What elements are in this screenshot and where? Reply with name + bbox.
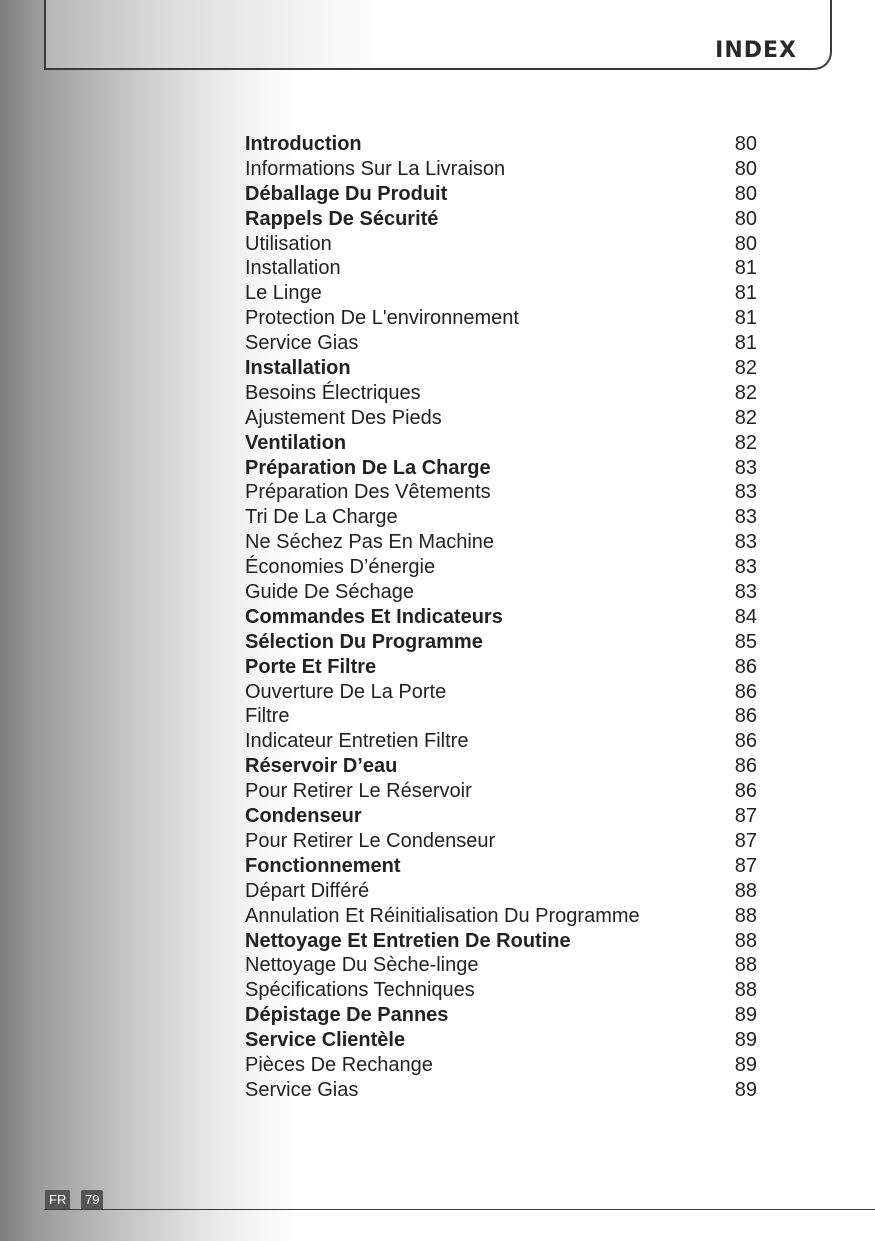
toc-entry[interactable]	[245, 904, 760, 929]
toc-entry-page: 83	[734, 456, 757, 479]
toc-entry-page: 89	[734, 1078, 757, 1101]
toc-entry[interactable]	[245, 281, 760, 306]
toc-entry-title: Porte Et Filtre	[245, 655, 377, 678]
toc-entry-title: Pièces De Rechange	[245, 1053, 433, 1076]
toc-entry-page: 86	[734, 655, 757, 678]
toc-entry[interactable]	[245, 530, 760, 555]
toc-entry-title: Spécifications Techniques	[245, 979, 475, 1002]
toc-entry-title: Indicateur Entretien Filtre	[245, 730, 469, 753]
toc-entry-page: 81	[734, 332, 757, 355]
toc-entry[interactable]	[245, 605, 760, 630]
toc-entry-page: 82	[734, 431, 757, 454]
toc-entry-page: 89	[734, 1053, 757, 1076]
toc-entry-page: 89	[734, 1004, 757, 1027]
toc-entry[interactable]	[245, 879, 760, 904]
toc-entry[interactable]	[245, 779, 760, 804]
table-of-contents	[245, 132, 760, 1103]
toc-entry-page: 88	[734, 879, 757, 902]
toc-entry[interactable]	[245, 182, 760, 207]
toc-entry-title: Préparation De La Charge	[245, 456, 491, 479]
footer-rule	[44, 1209, 875, 1210]
toc-entry-page: 84	[734, 605, 757, 628]
toc-entry[interactable]	[245, 929, 760, 954]
toc-entry-title: Introduction	[245, 133, 362, 155]
toc-entry[interactable]	[245, 406, 760, 431]
toc-entry[interactable]	[245, 157, 760, 182]
toc-entry[interactable]	[245, 953, 760, 978]
toc-entry-title: Ajustement Des Pieds	[245, 406, 442, 429]
toc-entry[interactable]	[245, 804, 760, 829]
toc-entry[interactable]	[245, 331, 760, 356]
toc-entry-title: Dépistage De Pannes	[245, 1004, 449, 1027]
toc-entry[interactable]	[245, 306, 760, 331]
toc-entry-title: Déballage Du Produit	[245, 182, 448, 205]
toc-entry[interactable]	[245, 1053, 760, 1078]
toc-entry-page: 83	[734, 581, 757, 604]
toc-entry-page: 82	[734, 357, 757, 380]
toc-entry-title: Économies D’énergie	[245, 556, 436, 579]
toc-entry[interactable]	[245, 1003, 760, 1028]
toc-entry-title: Commandes Et Indicateurs	[245, 605, 503, 628]
toc-entry-title: Pour Retirer Le Réservoir	[245, 780, 472, 803]
toc-entry-page: 82	[734, 381, 757, 404]
toc-entry[interactable]	[245, 480, 760, 505]
toc-entry[interactable]	[245, 854, 760, 879]
toc-entry-page: 81	[734, 307, 757, 330]
toc-entry[interactable]	[245, 704, 760, 729]
toc-entry[interactable]	[245, 356, 760, 381]
toc-entry-title: Service Gias	[245, 332, 359, 355]
toc-entry-page: 83	[734, 481, 757, 504]
toc-entry-title: Sélection Du Programme	[245, 630, 483, 653]
toc-entry[interactable]	[245, 754, 760, 779]
toc-entry-title: Ventilation	[245, 431, 347, 454]
toc-entry-page: 81	[734, 282, 757, 305]
toc-entry-title: Nettoyage Du Sèche-linge	[245, 954, 479, 977]
toc-entry[interactable]	[245, 456, 760, 481]
toc-entry-title: Rappels De Sécurité	[245, 207, 439, 230]
toc-entry-page: 82	[734, 406, 757, 429]
toc-entry-page: 89	[734, 1029, 757, 1052]
language-badge: FR	[45, 1190, 70, 1209]
toc-entry-title: Préparation Des Vêtements	[245, 481, 491, 504]
toc-entry-page: 86	[734, 755, 757, 778]
toc-entry[interactable]	[245, 1028, 760, 1053]
toc-entry-title: Protection De L'environnement	[245, 307, 519, 330]
toc-entry-page: 80	[734, 207, 757, 230]
toc-entry-page: 80	[734, 157, 757, 180]
toc-entry[interactable]	[245, 729, 760, 754]
toc-entry-page: 83	[734, 506, 757, 529]
toc-entry[interactable]	[245, 580, 760, 605]
toc-entry-title: Réservoir D’eau	[245, 755, 398, 778]
toc-entry-title: Pour Retirer Le Condenseur	[245, 829, 496, 852]
toc-entry-title: Fonctionnement	[245, 854, 401, 877]
toc-entry-page: 86	[734, 705, 757, 728]
toc-entry[interactable]	[245, 978, 760, 1003]
toc-entry-title: Condenseur	[245, 805, 362, 828]
toc-entry-page: 86	[734, 680, 757, 703]
toc-entry[interactable]	[245, 256, 760, 281]
toc-entry[interactable]	[245, 207, 760, 232]
page-number-badge: 79	[81, 1190, 103, 1209]
toc-entry-page: 80	[734, 182, 757, 205]
toc-entry-page: 81	[734, 257, 757, 280]
header-frame	[44, 0, 832, 70]
toc-entry-page: 85	[734, 630, 757, 653]
page-title: INDEX	[715, 38, 797, 63]
toc-entry[interactable]	[245, 505, 760, 530]
toc-entry-page: 80	[734, 232, 757, 255]
toc-entry-page: 88	[734, 979, 757, 1002]
toc-entry-title: Installation	[245, 357, 351, 380]
toc-entry[interactable]	[245, 232, 760, 257]
toc-entry-page: 88	[734, 954, 757, 977]
toc-entry-title: Installation	[245, 257, 341, 280]
toc-entry[interactable]	[245, 829, 760, 854]
toc-entry-title: Nettoyage Et Entretien De Routine	[245, 929, 571, 952]
toc-entry-title: Ouverture De La Porte	[245, 680, 447, 703]
toc-entry[interactable]	[245, 431, 760, 456]
toc-entry-page: 83	[734, 556, 757, 579]
toc-entry-page: 80	[734, 133, 757, 155]
toc-entry-page: 87	[734, 805, 757, 828]
toc-entry-title: Guide De Séchage	[245, 581, 415, 604]
toc-entry-page: 86	[734, 730, 757, 753]
toc-entry-title: Départ Différé	[245, 879, 370, 902]
toc-entry-page: 87	[734, 829, 757, 852]
toc-entry-title: Informations Sur La Livraison	[245, 157, 506, 180]
toc-entry-title: Tri De La Charge	[245, 506, 398, 529]
toc-entry-title: Service Gias	[245, 1078, 359, 1101]
toc-entry[interactable]	[245, 132, 760, 157]
toc-entry-title: Ne Séchez Pas En Machine	[245, 531, 495, 554]
toc-entry-title: Service Clientèle	[245, 1029, 406, 1052]
toc-entry[interactable]	[245, 555, 760, 580]
toc-entry-page: 88	[734, 904, 757, 927]
toc-entry-title: Annulation Et Réinitialisation Du Programme	[245, 904, 640, 927]
toc-entry[interactable]	[245, 680, 760, 705]
toc-entry-title: Filtre	[245, 705, 290, 728]
toc-entry[interactable]	[245, 630, 760, 655]
toc-entry-title: Besoins Électriques	[245, 381, 421, 404]
toc-entry-title: Utilisation	[245, 232, 332, 255]
toc-entry-page: 83	[734, 531, 757, 554]
toc-entry[interactable]	[245, 655, 760, 680]
toc-entry-page: 87	[734, 854, 757, 877]
toc-entry-page: 86	[734, 780, 757, 803]
toc-entry-page: 88	[734, 929, 757, 952]
toc-entry-title: Le Linge	[245, 282, 322, 305]
toc-entry[interactable]	[245, 1078, 760, 1103]
toc-entry[interactable]	[245, 381, 760, 406]
